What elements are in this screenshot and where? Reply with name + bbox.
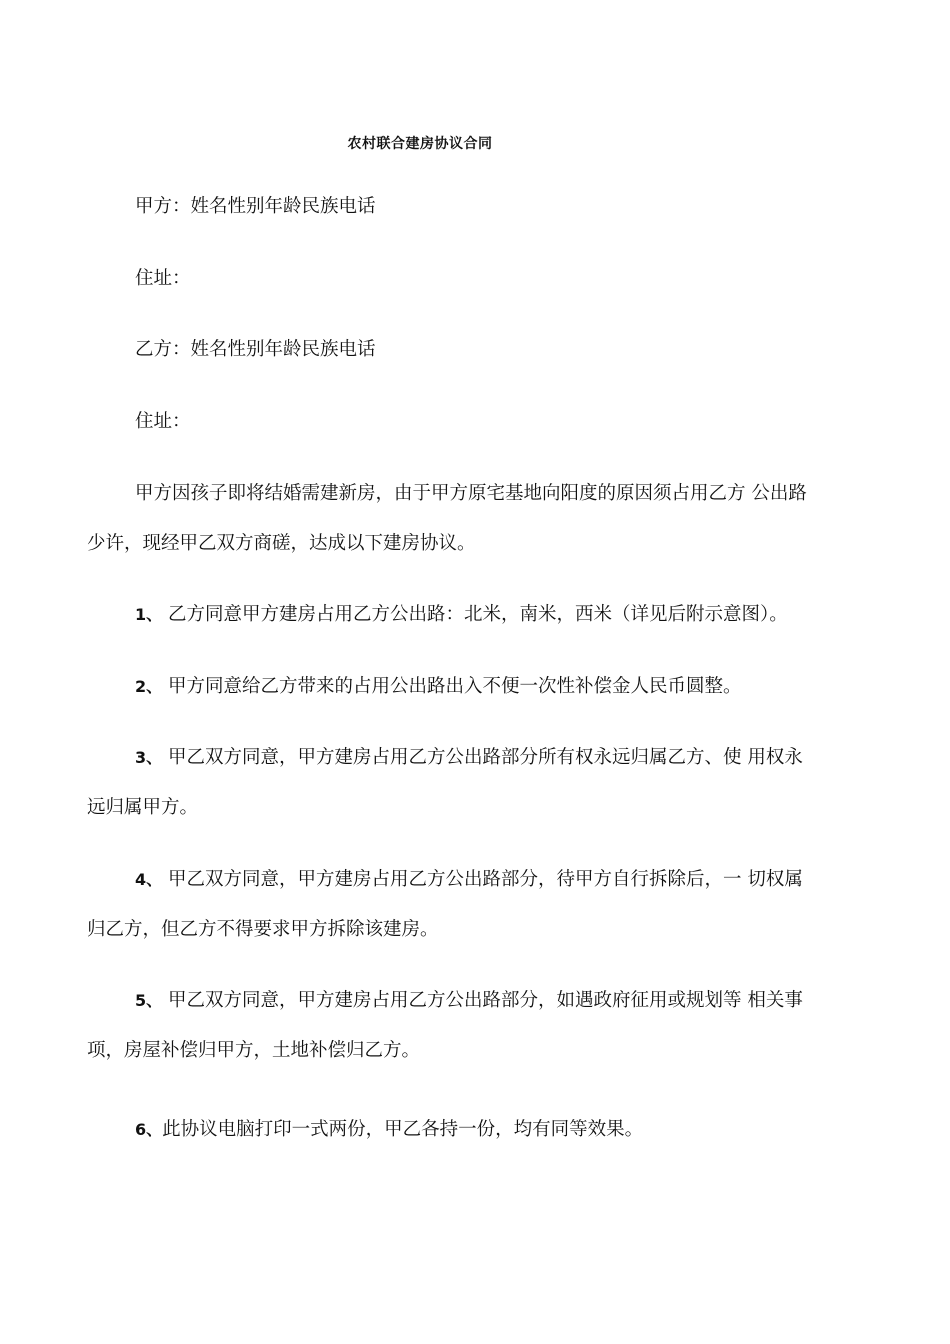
clause-text: 此协议电脑打印一式两份，甲乙各持一份，均有同等效果。 — [162, 1119, 644, 1140]
clause-number: 6、 — [135, 1120, 163, 1139]
party-a-line: 甲方：姓名性别年龄民族电话 — [135, 196, 376, 217]
clause-2 — [135, 674, 742, 700]
preamble-line-2: 少许，现经甲乙双方商磋，达成以下建房协议。 — [87, 533, 476, 554]
clause-3-continuation: 远归属甲方。 — [87, 797, 199, 818]
clause-text: 甲乙双方同意，甲方建房占用乙方公出路部分，如遇政府征用或规划等 相关事 — [162, 990, 803, 1011]
document-title: 农村联合建房协议合同 — [347, 136, 493, 152]
clause-number: 4、 — [135, 870, 163, 889]
clause-number: 5、 — [135, 991, 163, 1010]
clause-text: 甲乙双方同意，甲方建房占用乙方公出路部分所有权永远归属乙方、使 用权永 — [162, 747, 803, 768]
clause-5-continuation: 项，房屋补偿归甲方，土地补偿归乙方。 — [87, 1040, 421, 1061]
clause-text: 乙方同意甲方建房占用乙方公出路：北米，南米，西米（详见后附示意图）。 — [162, 604, 788, 625]
clause-1 — [135, 602, 788, 628]
party-b-address: 住址： — [135, 411, 191, 432]
clause-number: 2、 — [135, 677, 163, 696]
party-a-address: 住址： — [135, 268, 191, 289]
clause-number: 1、 — [135, 605, 163, 624]
clause-4 — [135, 867, 803, 893]
party-b-line: 乙方：姓名性别年龄民族电话 — [135, 339, 376, 360]
clause-3 — [135, 745, 803, 771]
clause-5 — [135, 988, 803, 1014]
clause-4-continuation: 归乙方，但乙方不得要求甲方拆除该建房。 — [87, 919, 439, 940]
clause-6 — [135, 1117, 643, 1143]
preamble-line-1: 甲方因孩子即将结婚需建新房，由于甲方原宅基地向阳度的原因须占用乙方 公出路 — [135, 483, 807, 504]
clause-text: 甲方同意给乙方带来的占用公出路出入不便一次性补偿金人民币圆整。 — [162, 676, 742, 697]
clause-text: 甲乙双方同意，甲方建房占用乙方公出路部分，待甲方自行拆除后，一 切权属 — [162, 869, 803, 890]
clause-number: 3、 — [135, 748, 163, 767]
